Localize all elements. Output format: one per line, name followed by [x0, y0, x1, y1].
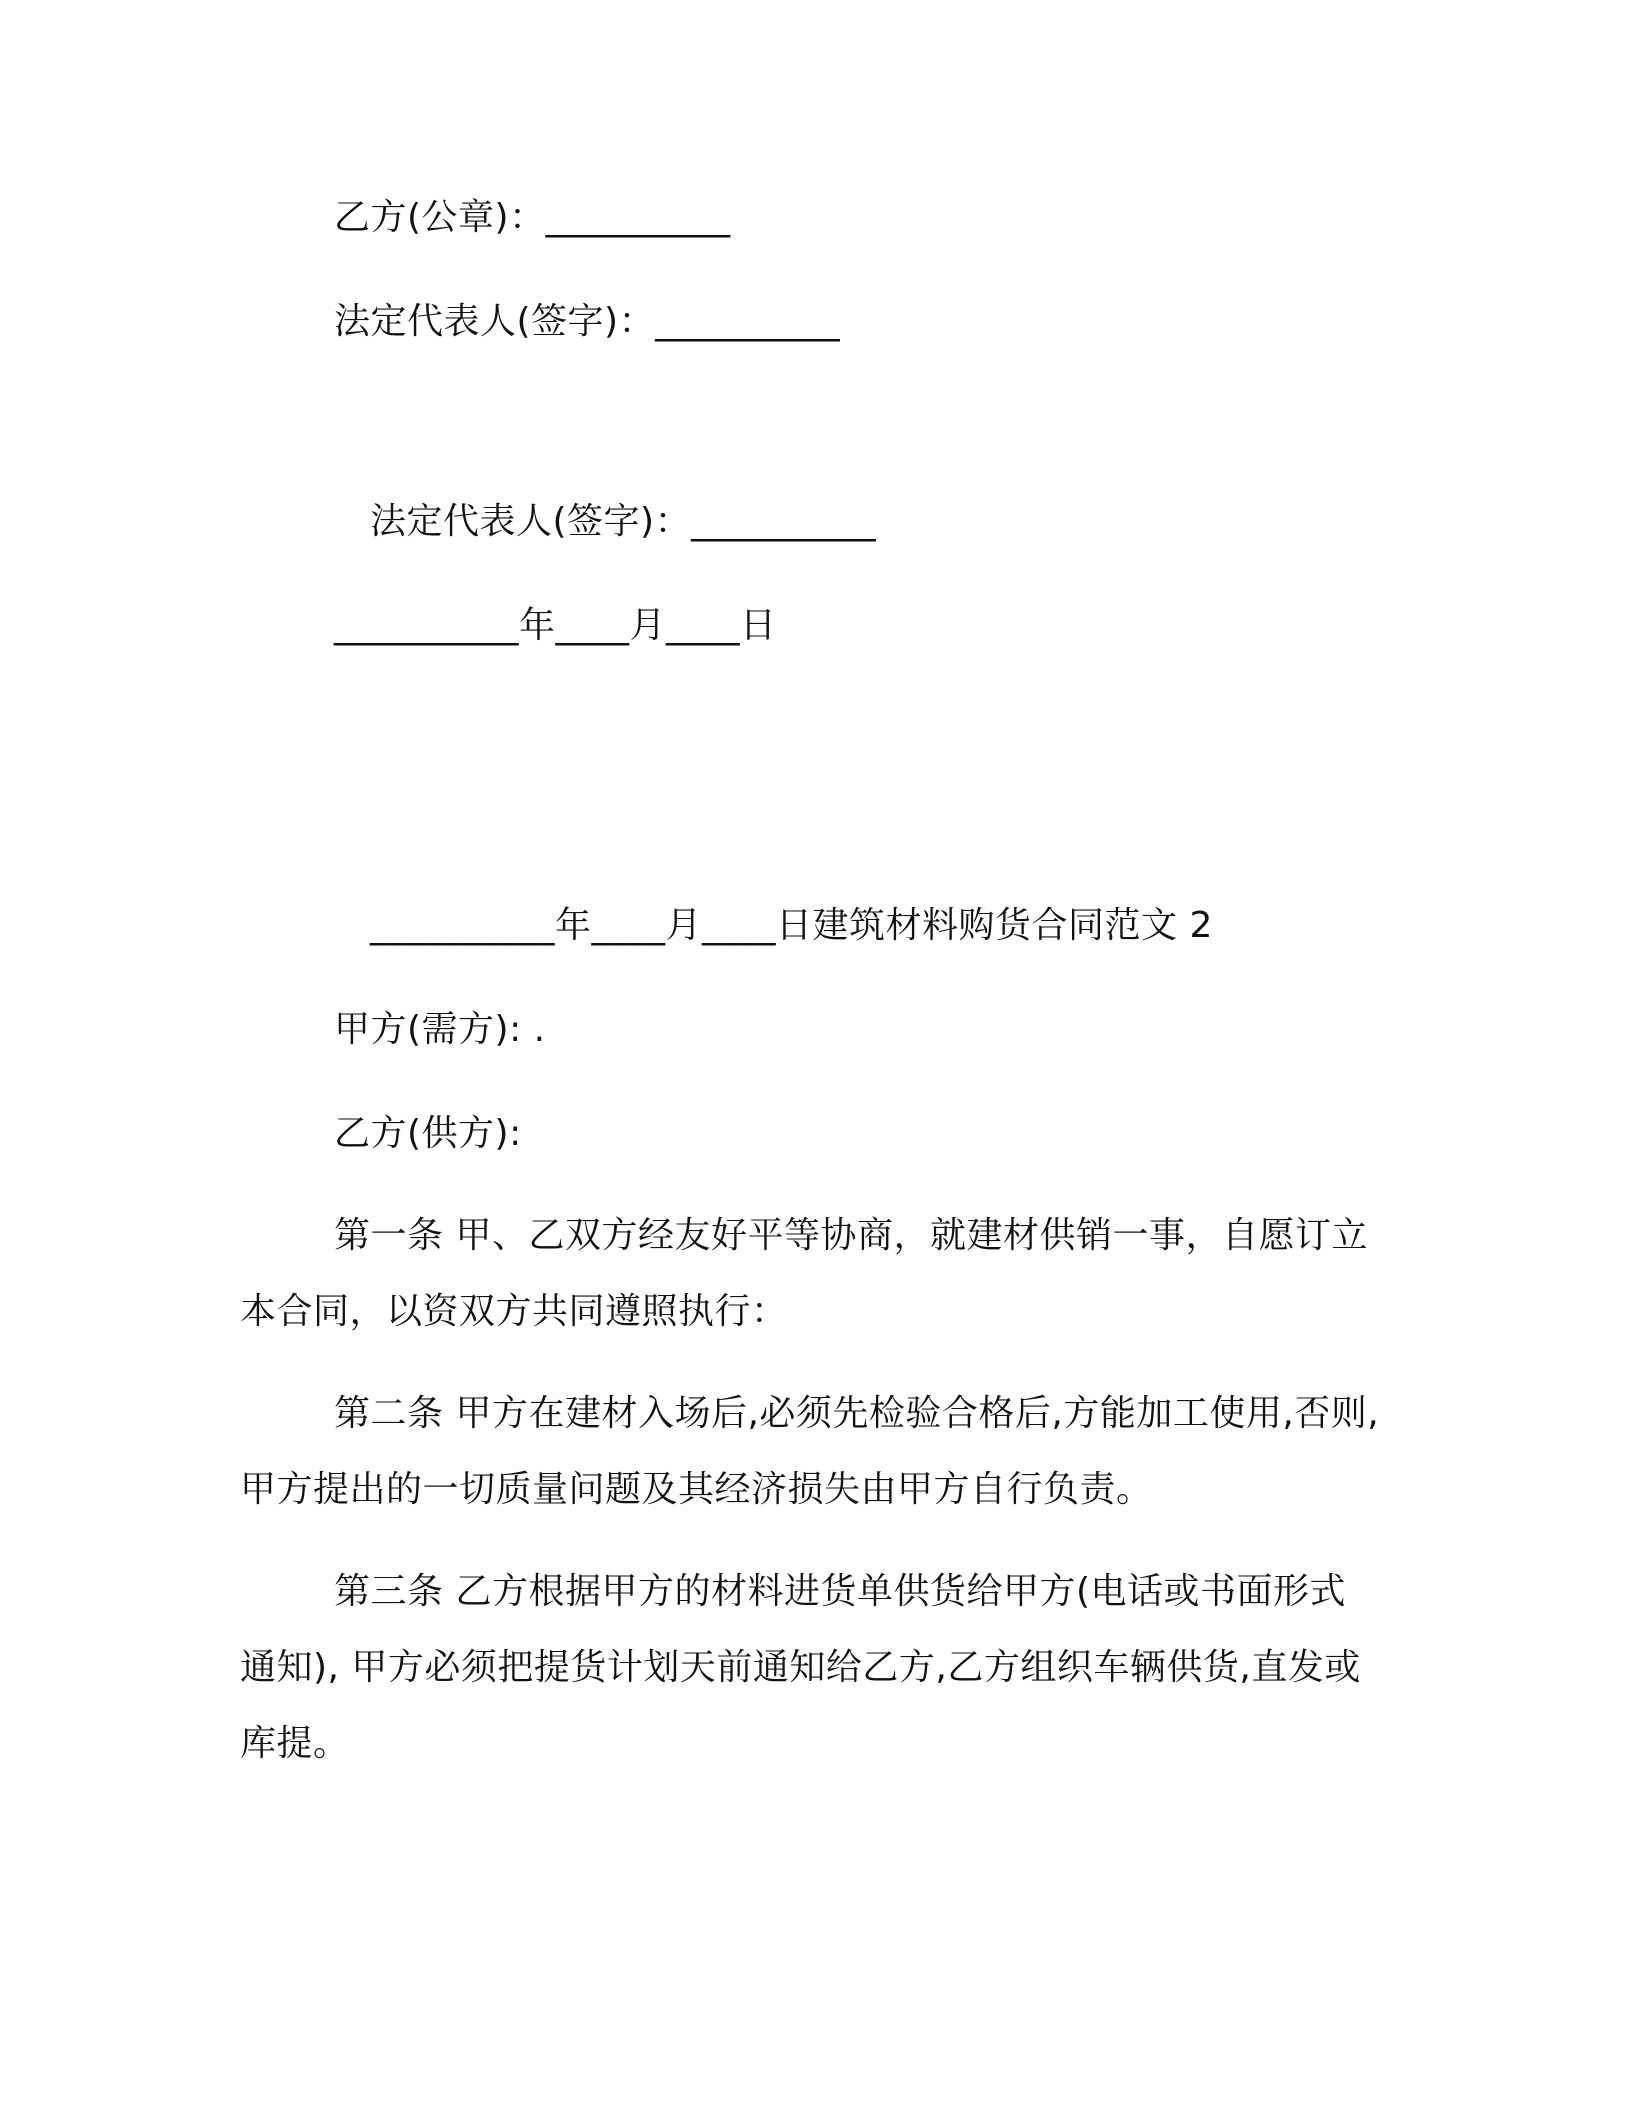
article-2-line-1: 第二条 甲方在建材入场后,必须先检验合格后,方能加工使用,否则, [334, 1393, 1380, 1434]
article-2-line-2: 甲方提出的一切质量问题及其经济损失由甲方自行负责。 [240, 1469, 1153, 1510]
party-b-seal-line: 乙方(公章)：__________ [334, 197, 731, 238]
legal-representative-line-2: 法定代表人(签字)：__________ [370, 501, 877, 542]
signature-date-line: __________年____月____日 [334, 605, 777, 646]
party-a-line: 甲方(需方): . [334, 1009, 546, 1050]
article-3-line-2: 通知), 甲方必须把提货计划天前通知给乙方,乙方组织车辆供货,直发或 [240, 1647, 1361, 1688]
legal-representative-line-1: 法定代表人(签字)：__________ [334, 301, 841, 342]
contract-title: __________年____月____日建筑材料购货合同范文 2 [370, 905, 1213, 946]
party-b-line: 乙方(供方): [334, 1113, 522, 1154]
article-3-line-3: 库提。 [240, 1723, 350, 1764]
article-1-line-2: 本合同，以资双方共同遵照执行： [240, 1291, 788, 1332]
article-3-line-1: 第三条 乙方根据甲方的材料进货单供货给甲方(电话或书面形式 [334, 1571, 1346, 1612]
article-1-line-1: 第一条 甲、乙双方经友好平等协商，就建材供销一事，自愿订立 [334, 1215, 1368, 1256]
